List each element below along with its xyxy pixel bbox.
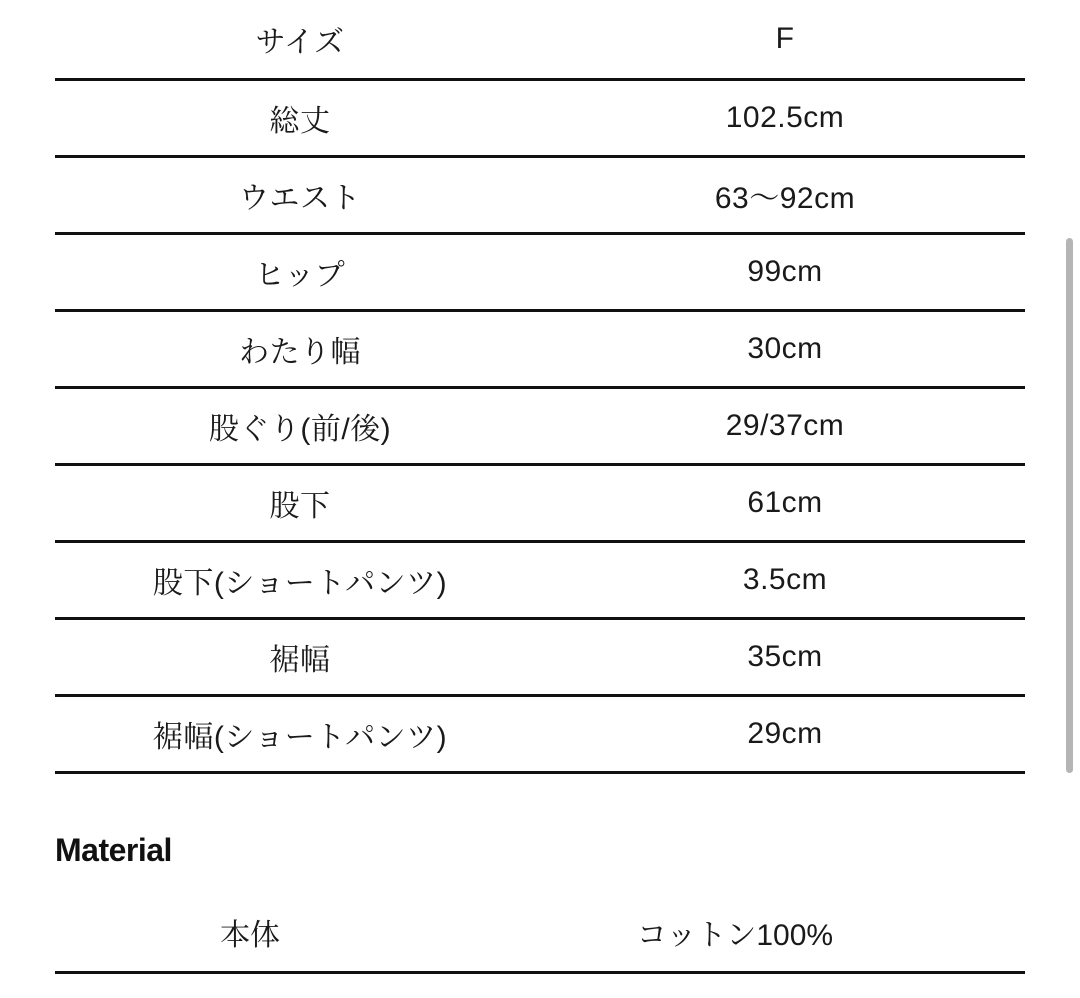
material-heading: Material [55,832,172,868]
size-row-label: 股ぐり(前/後) [55,388,545,465]
size-row-value: 29cm [545,696,1025,773]
size-table-header-label: サイズ [55,0,545,80]
size-row-label: 股下(ショートパンツ) [55,542,545,619]
table-row [55,157,1025,234]
size-table-body [55,0,1025,773]
material-row-label: 本体 [55,893,445,973]
size-row-value: 29/37cm [545,388,1025,465]
vertical-scrollbar[interactable] [1065,0,1077,998]
size-row-label: ウエスト [55,157,545,234]
table-row [55,388,1025,465]
table-row [55,465,1025,542]
size-row-label: 裾幅 [55,619,545,696]
size-row-label: わたり幅 [55,311,545,388]
size-row-value: 61cm [545,465,1025,542]
size-table-header-value: F [545,0,1025,80]
size-row-label: ヒップ [55,234,545,311]
size-row-value: 99cm [545,234,1025,311]
size-row-value: 102.5cm [545,80,1025,157]
size-row-value: 3.5cm [545,542,1025,619]
size-row-label: 裾幅(ショートパンツ) [55,696,545,773]
table-row [55,696,1025,773]
table-row [55,893,1025,973]
material-table [55,893,1025,974]
material-table-body [55,893,1025,973]
table-row [55,542,1025,619]
material-row-value: コットン100% [445,893,1025,973]
scrollbar-thumb[interactable] [1066,238,1073,773]
table-row [55,311,1025,388]
table-row [55,80,1025,157]
size-row-label: 総丈 [55,80,545,157]
size-table-header-row [55,0,1025,80]
size-row-value: 30cm [545,311,1025,388]
table-row [55,234,1025,311]
size-row-value: 63〜92cm [545,157,1025,234]
size-table [55,0,1025,774]
table-row [55,619,1025,696]
size-row-label: 股下 [55,465,545,542]
size-row-value: 35cm [545,619,1025,696]
